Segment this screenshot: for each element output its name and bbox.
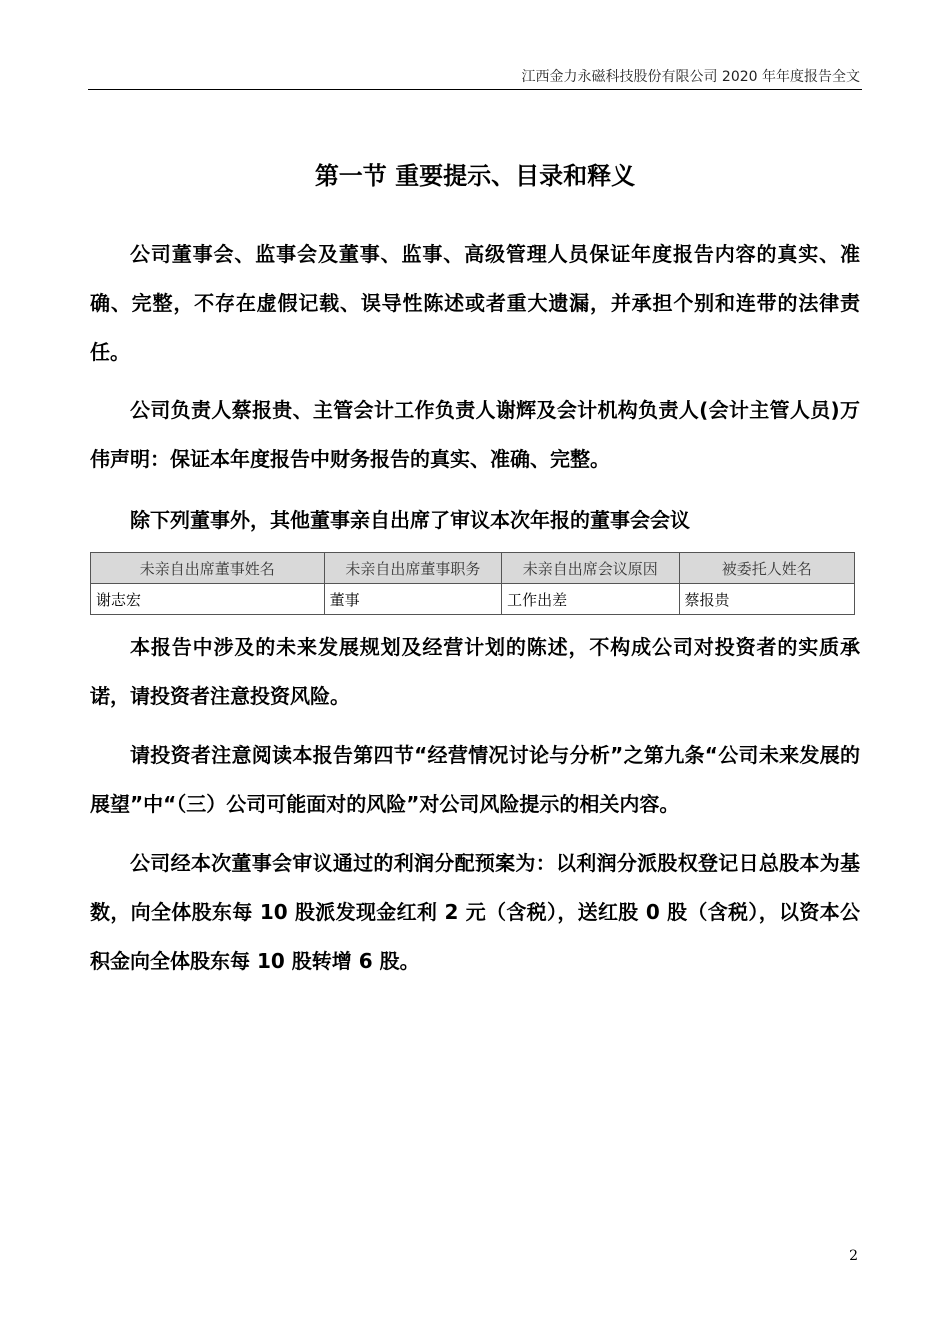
paragraph-director-attendance: 除下列董事外，其他董事亲自出席了审议本次年报的董事会会议 bbox=[130, 508, 690, 532]
table-cell: 董事 bbox=[324, 584, 501, 615]
table-cell: 工作出差 bbox=[502, 584, 679, 615]
table-header-cell: 未亲自出席董事职务 bbox=[324, 553, 501, 584]
page-number: 2 bbox=[849, 1248, 858, 1264]
absent-directors-table bbox=[90, 552, 855, 615]
table-header-cell: 未亲自出席董事姓名 bbox=[91, 553, 325, 584]
section-title: 第一节 重要提示、目录和释义 bbox=[314, 162, 636, 190]
table-cell: 蔡报贵 bbox=[679, 584, 854, 615]
paragraph-board-guarantee: 公司董事会、监事会及董事、监事、高级管理人员保证年度报告内容的真实、准确、完整，不存在虚假记载、误导性陈述或者重大遗漏，并承担个别和连带的法律责任。 bbox=[90, 242, 860, 364]
paragraph-risk-notice: 请投资者注意阅读本报告第四节“经营情况讨论与分析”之第九条“公司未来发展的展望”中“（三）公司可能面对的风险”对公司风险提示的相关内容。 bbox=[90, 743, 860, 816]
paragraph-forward-looking: 本报告中涉及的未来发展规划及经营计划的陈述，不构成公司对投资者的实质承诺，请投资者注意投资风险。 bbox=[90, 635, 860, 708]
table-cell: 谢志宏 bbox=[91, 584, 325, 615]
running-header: 江西金力永磁科技股份有限公司 2020 年年度报告全文 bbox=[521, 69, 860, 85]
table-row bbox=[91, 584, 855, 615]
table-header-cell: 未亲自出席会议原因 bbox=[502, 553, 679, 584]
header-rule bbox=[88, 89, 862, 90]
table-header-row bbox=[91, 553, 855, 584]
paragraph-officers-statement: 公司负责人蔡报贵、主管会计工作负责人谢辉及会计机构负责人(会计主管人员)万伟声明：保证本年度报告中财务报告的真实、准确、完整。 bbox=[90, 398, 860, 471]
table-header-cell: 被委托人姓名 bbox=[679, 553, 854, 584]
paragraph-profit-distribution: 公司经本次董事会审议通过的利润分配预案为：以利润分派股权登记日总股本为基数，向全体股东每 10 股派发现金红利 2 元（含税），送红股 0 股（含税），以资本公积金向全体股东每 10 股转增 6 股。 bbox=[90, 851, 860, 973]
